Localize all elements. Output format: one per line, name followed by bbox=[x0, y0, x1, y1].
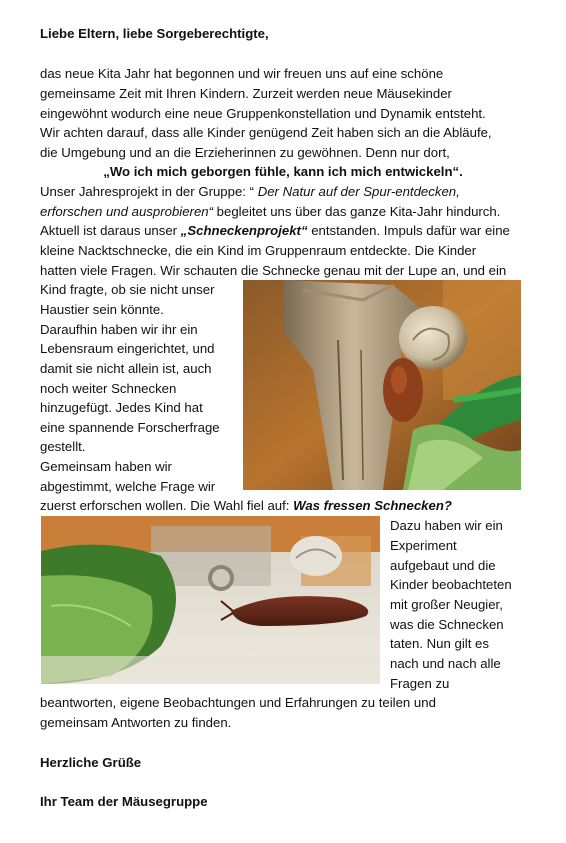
research-question: Was fressen Schnecken? bbox=[293, 498, 452, 513]
project-line bbox=[40, 202, 500, 222]
slug-on-table-photo bbox=[41, 516, 380, 684]
project-title: Der Natur auf der Spur-entdecken, bbox=[257, 184, 460, 199]
slug-photo-illustration bbox=[41, 516, 380, 684]
left-column-line: gestellt. bbox=[40, 439, 86, 454]
left-column-line: Lebensraum eingerichtet, und bbox=[40, 341, 215, 356]
right-column-line: Experiment bbox=[390, 538, 457, 553]
closing-line: beantworten, eigene Beobachtungen und Erfahrungen zu teilen und bbox=[40, 695, 436, 710]
motto: „Wo ich mich geborgen fühle, kann ich mich entwickeln“. bbox=[103, 164, 463, 179]
intro-line: die Umgebung und an die Erzieherinnen zu gewöhnen. Denn nur dort, bbox=[40, 145, 450, 160]
right-column-line: aufgebaut und die bbox=[390, 558, 496, 573]
left-column-line: Gemeinsam haben wir bbox=[40, 459, 172, 474]
closing-line: gemeinsam Antworten zu finden. bbox=[40, 715, 232, 730]
regards: Herzliche Grüße bbox=[40, 755, 142, 770]
body-line: hatten viele Fragen. Wir schauten die Schnecke genau mit der Lupe an, und ein bbox=[40, 263, 507, 278]
question-line bbox=[40, 496, 452, 516]
aktuell-text: Aktuell ist daraus unser bbox=[40, 223, 181, 238]
intro-line: eingewöhnt wodurch eine neue Gruppenkonstellation und Dynamik entsteht. bbox=[40, 106, 486, 121]
left-column-line: abgestimmt, welche Frage wir bbox=[40, 479, 216, 494]
left-column-line: Haustier sein könnte. bbox=[40, 302, 164, 317]
left-column-line: noch weiter Schnecken bbox=[40, 381, 177, 396]
body-line: kleine Nacktschnecke, die ein Kind im Gruppenraum entdeckte. Die Kinder bbox=[40, 243, 477, 258]
left-column-line: damit sie nicht allein ist, auch bbox=[40, 361, 212, 376]
project-title: erforschen und ausprobieren“ bbox=[40, 204, 214, 219]
project-text: Unser Jahresprojekt in der Gruppe: “ bbox=[40, 184, 258, 199]
right-column-line: taten. Nun gilt es bbox=[390, 636, 489, 651]
left-column-line: Kind fragte, ob sie nicht unser bbox=[40, 282, 215, 297]
right-column-line: mit großer Neugier, bbox=[390, 597, 503, 612]
signature: Ihr Team der Mäusegruppe bbox=[40, 794, 208, 809]
left-column-line: Daraufhin haben wir ihr ein bbox=[40, 322, 198, 337]
aktuell-text: entstanden. Impuls dafür war eine bbox=[307, 223, 510, 238]
project-text: begleitet uns über das ganze Kita-Jahr hindurch. bbox=[213, 204, 501, 219]
left-column-line: eine spannende Forscherfrage bbox=[40, 420, 220, 435]
snail-on-wood-photo bbox=[243, 280, 521, 490]
project-line bbox=[40, 182, 460, 202]
aktuell-line bbox=[40, 221, 510, 241]
right-column-line: Kinder beobachteten bbox=[390, 577, 512, 592]
intro-line: das neue Kita Jahr hat begonnen und wir freuen uns auf eine schöne bbox=[40, 66, 444, 81]
snail-photo-illustration bbox=[243, 280, 521, 490]
right-column-line: Fragen zu bbox=[390, 676, 450, 691]
intro-line: Wir achten darauf, dass alle Kinder genügend Zeit haben sich an die Abläufe, bbox=[40, 125, 492, 140]
intro-line: gemeinsame Zeit mit Ihren Kindern. Zurzeit werden neue Mäusekinder bbox=[40, 86, 452, 101]
question-text: zuerst erforschen wollen. Die Wahl fiel auf: bbox=[40, 498, 294, 513]
right-column-line: nach und nach alle bbox=[390, 656, 501, 671]
project-name: „Schneckenprojekt“ bbox=[180, 223, 308, 238]
greeting: Liebe Eltern, liebe Sorgeberechtigte, bbox=[40, 26, 269, 41]
right-column-line: Dazu haben wir ein bbox=[390, 518, 503, 533]
right-column-line: was die Schnecken bbox=[390, 617, 504, 632]
left-column-line: hinzugefügt. Jedes Kind hat bbox=[40, 400, 203, 415]
